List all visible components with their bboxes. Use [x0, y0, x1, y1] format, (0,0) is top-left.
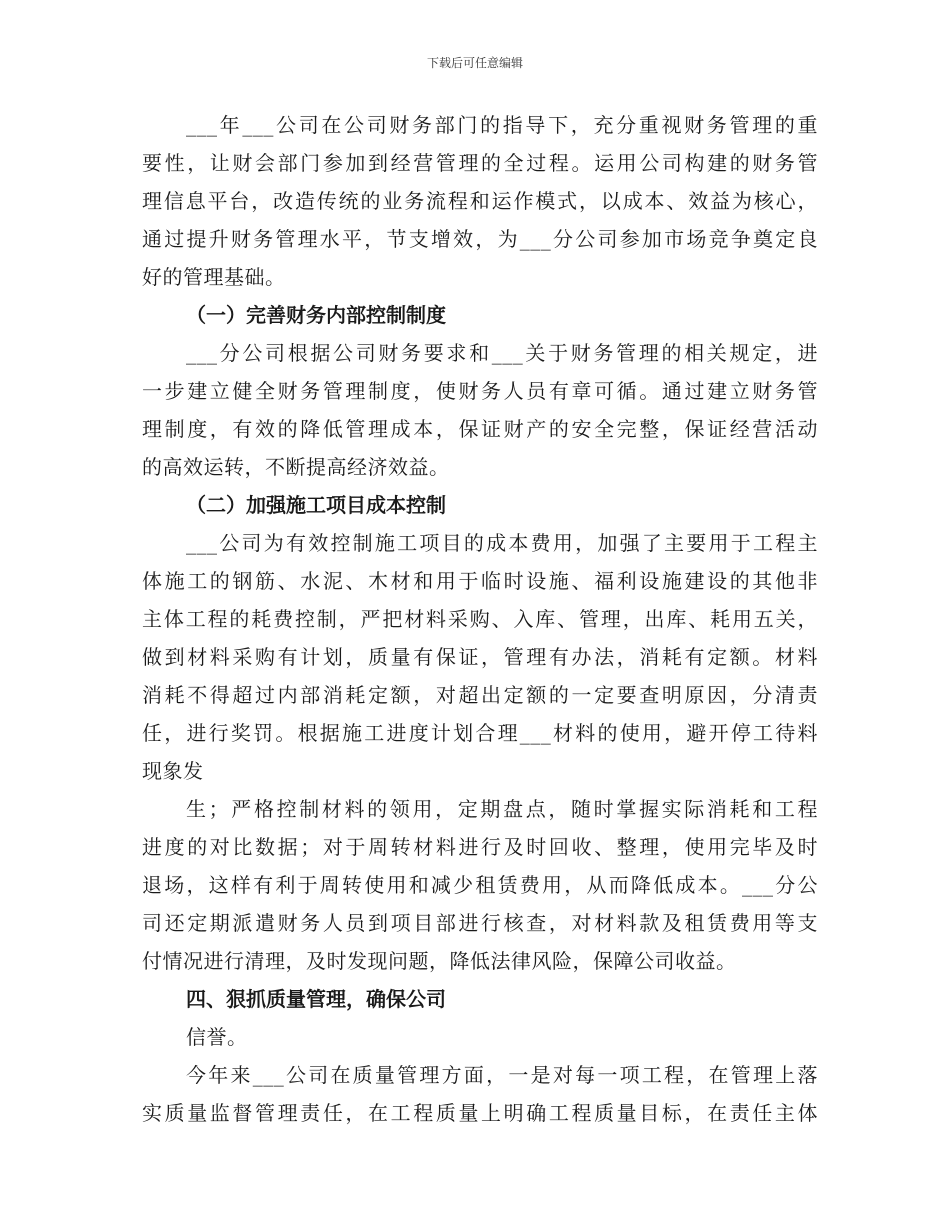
section-heading: （一）完善财务内部控制制度	[186, 303, 446, 327]
paragraph-line: 任，进行奖罚。根据施工进度计划合理___材料的使用，避开停工待料	[142, 721, 818, 745]
paragraph-line: 体施工的钢筋、水泥、木材和用于临时设施、福利设施建设的其他非	[142, 569, 818, 593]
paragraph-line: 主体工程的耗费控制，严把材料采购、入库、管理，出库、耗用五关，	[142, 607, 818, 631]
paragraph-line: 的高效运转，不断提高经济效益。	[142, 455, 450, 479]
paragraph-line: 理制度，有效的降低管理成本，保证财产的安全完整，保证经营活动	[142, 417, 818, 441]
paragraph-line: 通过提升财务管理水平，节支增效，为___分公司参加市场竞争奠定良	[142, 227, 818, 251]
paragraph-line: 司还定期派遣财务人员到项目部进行核查，对材料款及租赁费用等支	[142, 911, 818, 935]
page-header: 下载后可任意编辑	[426, 56, 523, 70]
paragraph-line: 付情况进行清理，及时发现问题，降低法律风险，保障公司收益。	[142, 949, 737, 973]
paragraph-line: 退场，这样有利于周转使用和减少租赁费用，从而降低成本。___分公	[142, 873, 818, 897]
paragraph-line: 进度的对比数据；对于周转材料进行及时回收、整理，使用完毕及时	[142, 835, 818, 859]
paragraph-line: 今年来___公司在质量管理方面，一是对每一项工程，在管理上落	[186, 1063, 818, 1087]
paragraph-line: 好的管理基础。	[142, 265, 286, 289]
paragraph-line: 理信息平台，改造传统的业务流程和运作模式，以成本、效益为核心，	[142, 189, 818, 213]
paragraph-line: 消耗不得超过内部消耗定额，对超出定额的一定要查明原因，分清责	[142, 683, 818, 707]
paragraph-line: 要性，让财会部门参加到经营管理的全过程。运用公司构建的财务管	[142, 151, 818, 175]
paragraph-line: 一步建立健全财务管理制度，使财务人员有章可循。通过建立财务管	[142, 379, 818, 403]
section-heading: 四、狠抓质量管理，确保公司	[186, 987, 446, 1011]
paragraph-line: 生；严格控制材料的领用，定期盘点，随时掌握实际消耗和工程	[186, 797, 818, 821]
paragraph-line: 现象发	[142, 759, 204, 783]
paragraph-line: ___分公司根据公司财务要求和___关于财务管理的相关规定，进	[186, 341, 818, 365]
section-heading: （二）加强施工项目成本控制	[186, 493, 446, 517]
paragraph-line: 实质量监督管理责任，在工程质量上明确工程质量目标，在责任主体	[142, 1101, 818, 1125]
paragraph-line: ___年___公司在公司财务部门的指导下，充分重视财务管理的重	[186, 113, 818, 137]
paragraph-line: 做到材料采购有计划，质量有保证，管理有办法，消耗有定额。材料	[142, 645, 818, 669]
paragraph-line: 信誉。	[186, 1025, 248, 1049]
document-body	[142, 106, 818, 1132]
paragraph-line: ___公司为有效控制施工项目的成本费用，加强了主要用于工程主	[186, 531, 818, 555]
